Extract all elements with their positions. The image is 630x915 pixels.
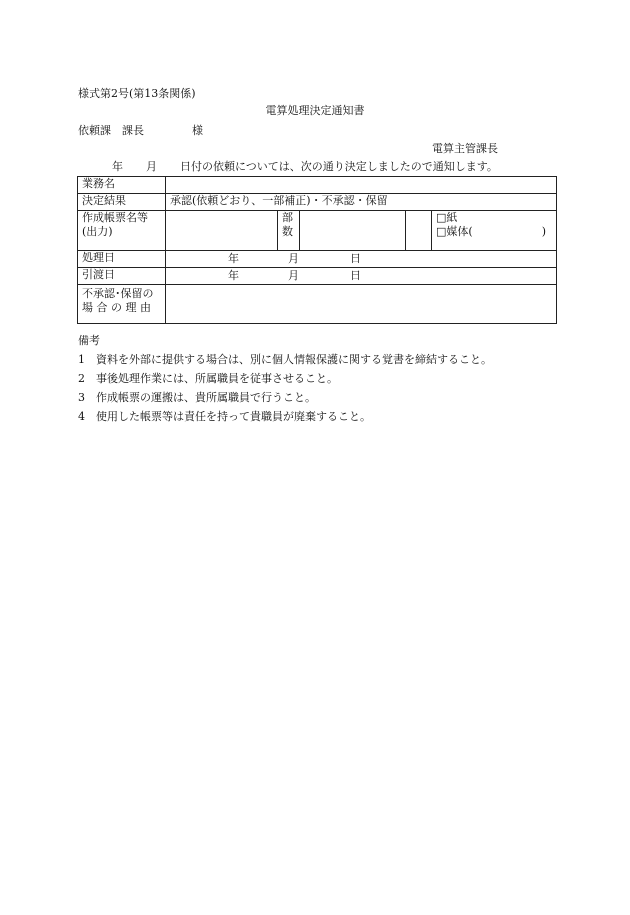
remark-number: 4 [78, 410, 85, 423]
output-label-line1: 作成帳票名等 [82, 211, 148, 224]
addressee-title: 課長 [122, 124, 144, 137]
output-label [78, 211, 166, 251]
reason-row [78, 285, 557, 324]
process-date-year: 年 [228, 252, 239, 265]
output-name-field[interactable] [166, 211, 278, 251]
remark-text: 使用した帳票等は責任を持って貴職員が廃棄すること。 [96, 410, 371, 423]
delivery-date-day: 日 [350, 269, 361, 282]
copies-label-line1: 部 [282, 211, 293, 224]
remark-number: 1 [78, 353, 85, 366]
medium-paper-checkbox[interactable]: □紙 [436, 211, 458, 224]
intro-text: 日付の依頼については、次の通り決定しましたので通知します。 [180, 160, 498, 173]
process-date-month: 月 [288, 252, 299, 265]
intro-month: 月 [146, 160, 157, 173]
medium-options[interactable] [432, 211, 557, 251]
extra-field[interactable] [406, 211, 432, 251]
medium-media-line [436, 225, 552, 239]
delivery-date-row [78, 268, 557, 285]
sender-title: 電算主管課長 [432, 142, 498, 155]
reason-label-line1: 不承認･保留の [82, 287, 154, 300]
remark-text: 事後処理作業には、所属職員を従事させること。 [96, 372, 338, 385]
output-label-line2: (出力) [82, 225, 113, 238]
process-date-row [78, 251, 557, 268]
delivery-date-label: 引渡日 [78, 268, 166, 285]
job-name-label: 業務名 [78, 177, 166, 194]
delivery-date-year: 年 [228, 269, 239, 282]
intro-sentence [112, 160, 498, 174]
job-name-field[interactable] [166, 177, 557, 194]
reason-label-line2: 場 合 の 理 由 [82, 301, 151, 314]
medium-media-close: ) [541, 225, 547, 238]
output-row [78, 211, 557, 251]
addressee-dept: 依頼課 [78, 124, 111, 137]
form-number: 様式第2号(第13条関係) [78, 87, 196, 100]
reason-field[interactable] [166, 285, 557, 324]
remark-number: 3 [78, 391, 85, 404]
delivery-date-field[interactable] [166, 268, 557, 285]
remarks-title: 備考 [78, 334, 100, 347]
remark-number: 2 [78, 372, 85, 385]
remark-text: 資料を外部に提供する場合は、別に個人情報保護に関する覚書を締結すること。 [96, 353, 492, 366]
remark-item [78, 353, 492, 367]
job-name-row [78, 177, 557, 194]
process-date-label: 処理日 [78, 251, 166, 268]
result-options[interactable]: 承認(依頼どおり、一部補正)・不承認・保留 [166, 194, 557, 211]
process-date-day: 日 [350, 252, 361, 265]
result-row [78, 194, 557, 211]
remark-text: 作成帳票の運搬は、貴所属職員で行うこと。 [96, 391, 316, 404]
intro-year: 年 [112, 160, 123, 173]
delivery-date-month: 月 [288, 269, 299, 282]
process-date-field[interactable] [166, 251, 557, 268]
copies-label-line2: 数 [282, 225, 293, 238]
reason-label [78, 285, 166, 324]
remark-item [78, 410, 371, 424]
addressee [78, 124, 203, 138]
remark-item [78, 391, 316, 405]
addressee-honorific: 様 [192, 124, 203, 137]
remark-item [78, 372, 338, 386]
copies-label [278, 211, 300, 251]
medium-media-checkbox[interactable]: □媒体( [436, 225, 473, 238]
decision-table [77, 176, 557, 324]
copies-field[interactable] [300, 211, 406, 251]
document-title: 電算処理決定通知書 [265, 104, 365, 117]
result-label: 決定結果 [78, 194, 166, 211]
